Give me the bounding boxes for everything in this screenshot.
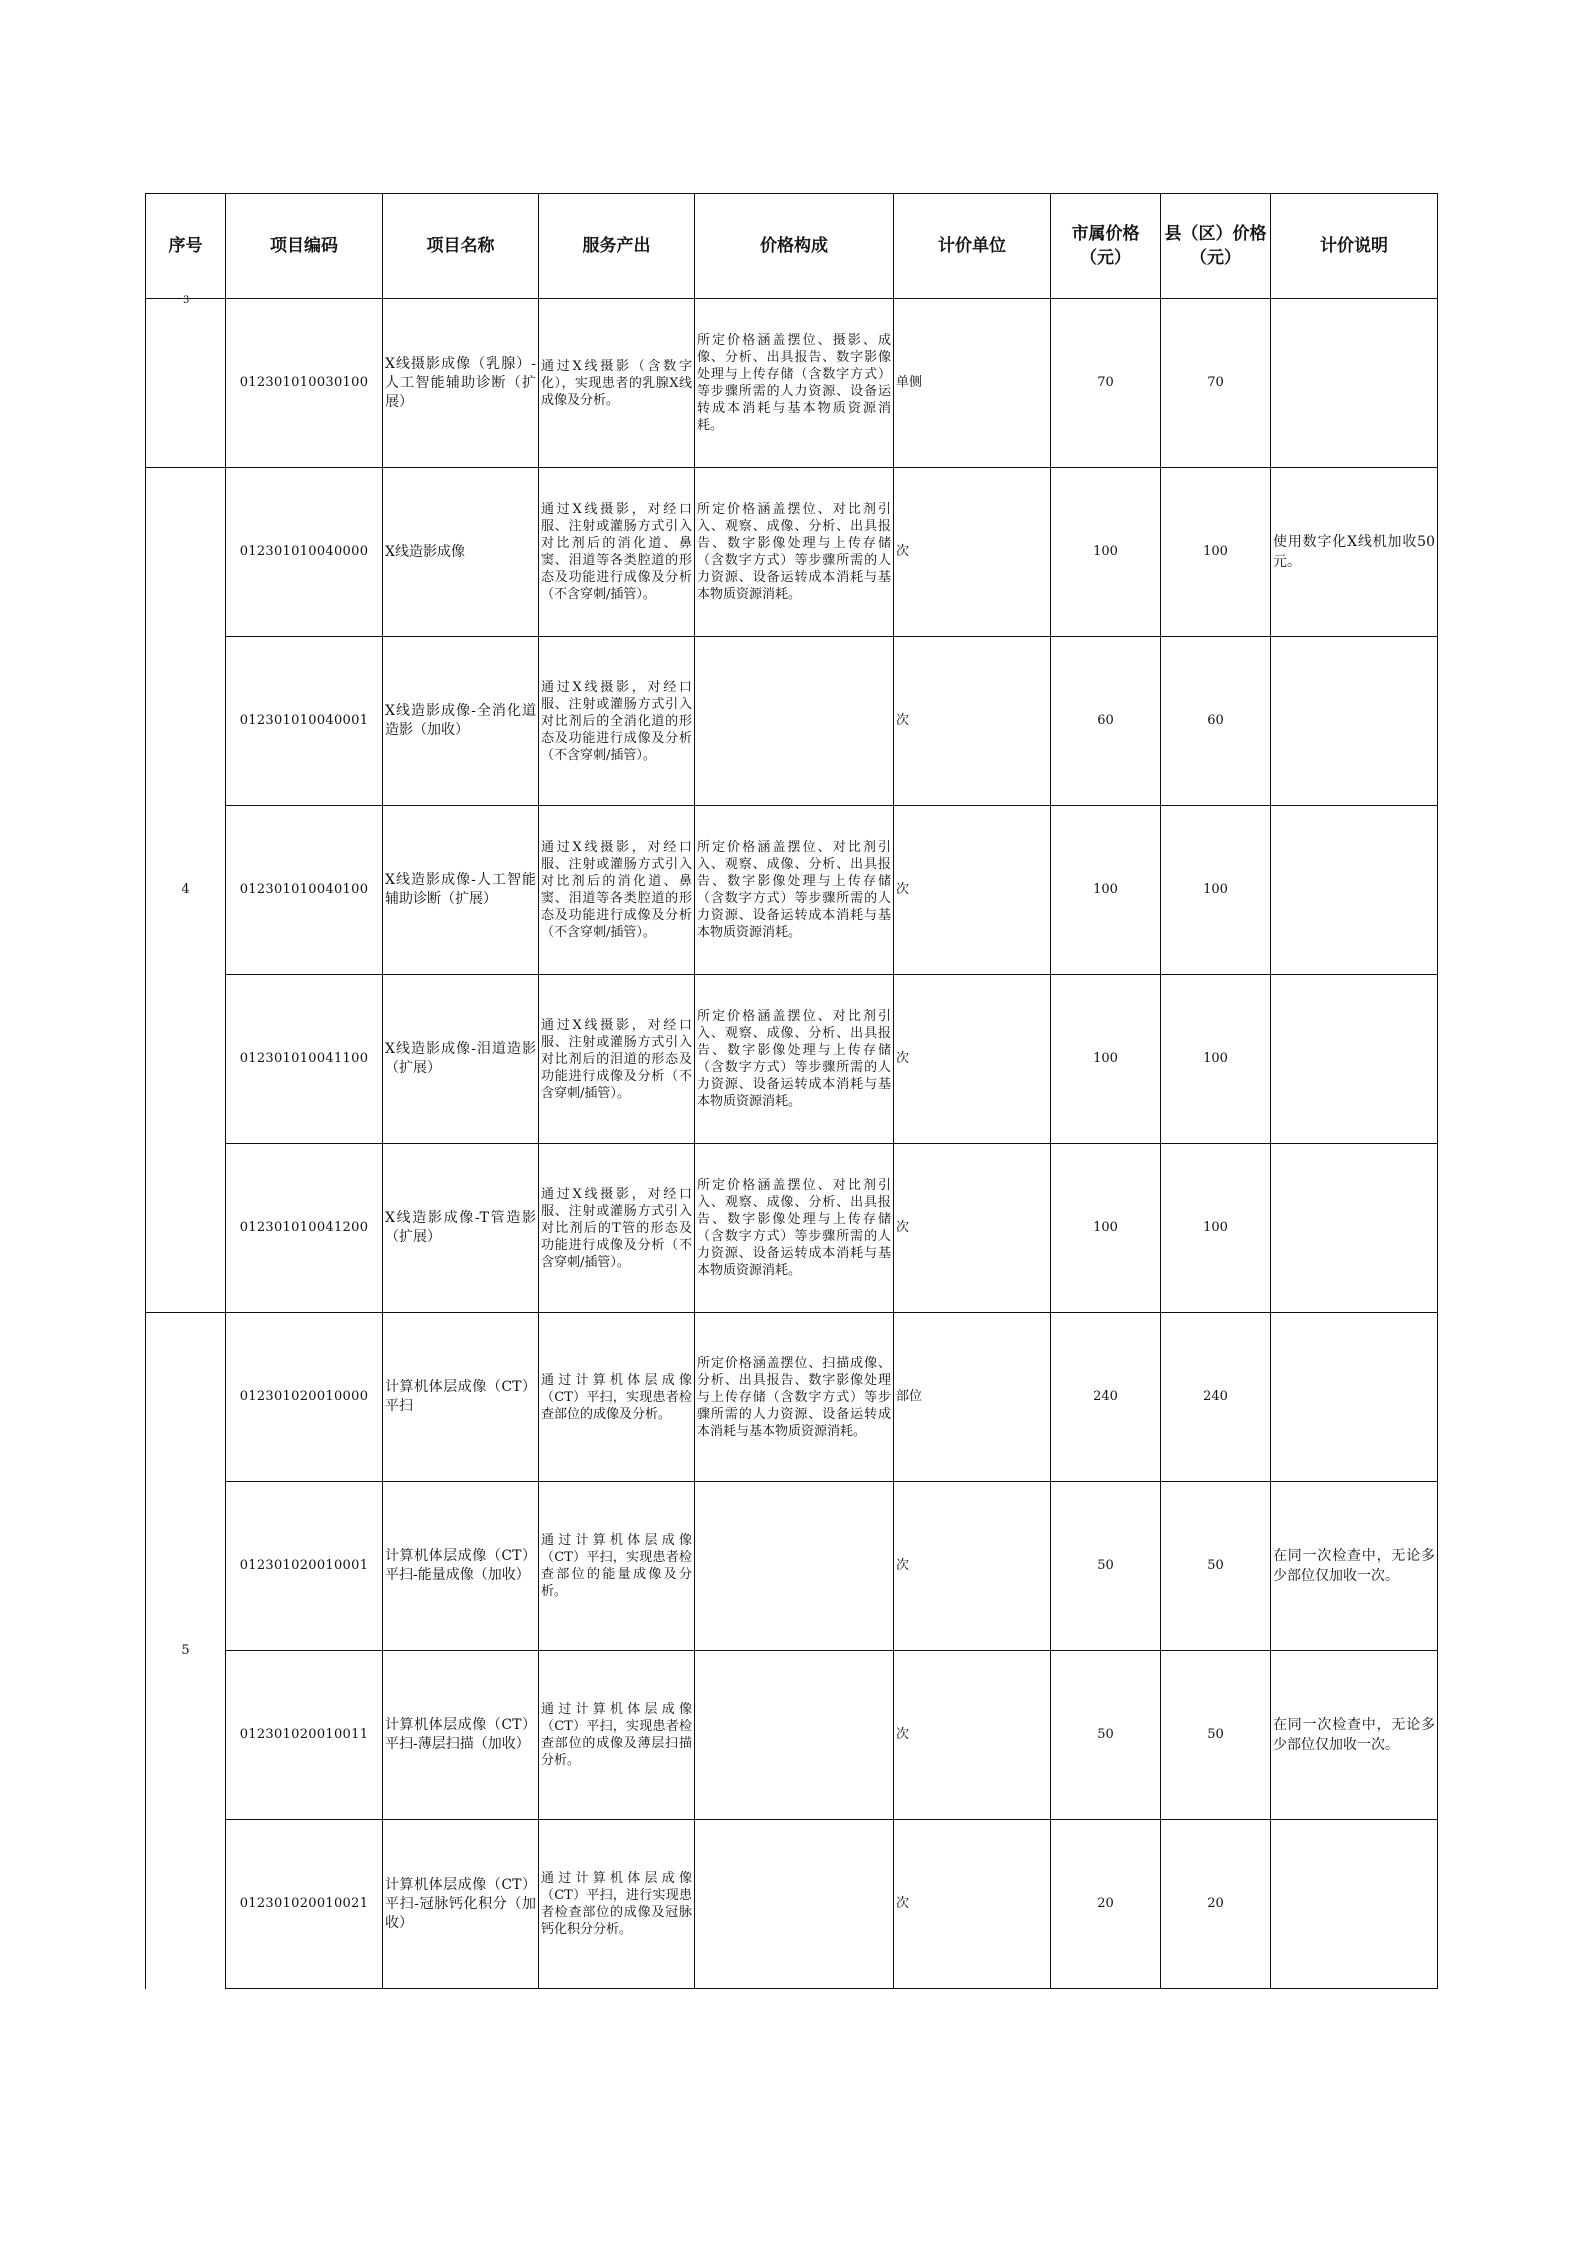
table-row [146, 1482, 1438, 1651]
item-service: 通过计算机体层成像（CT）平扫，进行实现患者检查部位的成像及冠脉钙化积分分析。 [539, 1820, 695, 1989]
item-city-price: 50 [1051, 1651, 1161, 1820]
item-unit: 次 [894, 975, 1051, 1144]
table-row [146, 299, 1438, 468]
item-code: 012301010041100 [226, 975, 383, 1144]
table-row [146, 806, 1438, 975]
item-code: 012301020010000 [226, 1313, 383, 1482]
header-county-price: 县（区）价格（元） [1161, 194, 1271, 299]
item-county-price: 100 [1161, 806, 1271, 975]
item-code: 012301020010001 [226, 1482, 383, 1651]
header-city-price: 市属价格（元） [1051, 194, 1161, 299]
item-name: X线造影成像 [383, 468, 539, 637]
item-composition [695, 1482, 894, 1651]
item-name: X线摄影成像（乳腺）-人工智能辅助诊断（扩展） [383, 299, 539, 468]
item-composition: 所定价格涵盖摆位、对比剂引入、观察、成像、分析、出具报告、数字影像处理与上传存储（含数字方式）等步骤所需的人力资源、设备运转成本消耗与基本物质资源消耗。 [695, 975, 894, 1144]
price-table-page [145, 193, 1438, 1989]
item-note [1271, 806, 1438, 975]
header-service: 服务产出 [539, 194, 695, 299]
header-name: 项目名称 [383, 194, 539, 299]
item-code: 012301020010011 [226, 1651, 383, 1820]
item-city-price: 100 [1051, 975, 1161, 1144]
item-county-price: 50 [1161, 1482, 1271, 1651]
item-service: 通过X线摄影，对经口服、注射或灌肠方式引入对比剂后的泪道的形态及功能进行成像及分析（不含穿刺/插管）。 [539, 975, 695, 1144]
item-note [1271, 1820, 1438, 1989]
item-composition: 所定价格涵盖摆位、对比剂引入、观察、成像、分析、出具报告、数字影像处理与上传存储（含数字方式）等步骤所需的人力资源、设备运转成本消耗与基本物质资源消耗。 [695, 806, 894, 975]
item-name: X线造影成像-泪道造影（扩展） [383, 975, 539, 1144]
item-note: 在同一次检查中，无论多少部位仅加收一次。 [1271, 1651, 1438, 1820]
header-note: 计价说明 [1271, 194, 1438, 299]
header-composition: 价格构成 [695, 194, 894, 299]
item-service: 通过X线摄影，对经口服、注射或灌肠方式引入对比剂后的全消化道的形态及功能进行成像及分析（不含穿刺/插管）。 [539, 637, 695, 806]
header-unit: 计价单位 [894, 194, 1051, 299]
item-composition [695, 1651, 894, 1820]
item-city-price: 100 [1051, 468, 1161, 637]
item-note: 在同一次检查中，无论多少部位仅加收一次。 [1271, 1482, 1438, 1651]
item-unit: 部位 [894, 1313, 1051, 1482]
item-county-price: 100 [1161, 975, 1271, 1144]
price-table [145, 193, 1438, 1989]
item-service: 通过X线摄影，对经口服、注射或灌肠方式引入对比剂后的消化道、鼻窦、泪道等各类腔道的形态及功能进行成像及分析（不含穿刺/插管）。 [539, 806, 695, 975]
header-code: 项目编码 [226, 194, 383, 299]
item-composition: 所定价格涵盖摆位、对比剂引入、观察、成像、分析、出具报告、数字影像处理与上传存储（含数字方式）等步骤所需的人力资源、设备运转成本消耗与基本物质资源消耗。 [695, 1144, 894, 1313]
item-note: 使用数字化X线机加收50元。 [1271, 468, 1438, 637]
item-city-price: 100 [1051, 806, 1161, 975]
table-row [146, 637, 1438, 806]
item-service: 通过计算机体层成像（CT）平扫，实现患者检查部位的成像及分析。 [539, 1313, 695, 1482]
item-city-price: 50 [1051, 1482, 1161, 1651]
item-service: 通过计算机体层成像（CT）平扫，实现患者检查部位的成像及薄层扫描分析。 [539, 1651, 695, 1820]
item-unit: 次 [894, 1144, 1051, 1313]
table-row [146, 1820, 1438, 1989]
item-service: 通过X线摄影，对经口服、注射或灌肠方式引入对比剂后的T管的形态及功能进行成像及分析（不含穿刺/插管）。 [539, 1144, 695, 1313]
item-note [1271, 299, 1438, 468]
item-service: 通过X线摄影，对经口服、注射或灌肠方式引入对比剂后的消化道、鼻窦、泪道等各类腔道的形态及功能进行成像及分析（不含穿刺/插管）。 [539, 468, 695, 637]
item-name: X线造影成像-人工智能辅助诊断（扩展） [383, 806, 539, 975]
table-row [146, 1144, 1438, 1313]
item-composition: 所定价格涵盖摆位、摄影、成像、分析、出具报告、数字影像处理与上传存储（含数字方式）等步骤所需的人力资源、设备运转成本消耗与基本物质资源消耗。 [695, 299, 894, 468]
table-row [146, 1651, 1438, 1820]
item-service: 通过计算机体层成像（CT）平扫，实现患者检查部位的能量成像及分析。 [539, 1482, 695, 1651]
item-unit: 次 [894, 468, 1051, 637]
item-note [1271, 975, 1438, 1144]
item-unit: 次 [894, 1820, 1051, 1989]
item-name: 计算机体层成像（CT）平扫-冠脉钙化积分（加收） [383, 1820, 539, 1989]
item-unit: 次 [894, 1482, 1051, 1651]
table-row [146, 975, 1438, 1144]
table-header-row [146, 194, 1438, 299]
item-name: 计算机体层成像（CT）平扫-薄层扫描（加收） [383, 1651, 539, 1820]
item-county-price: 100 [1161, 1144, 1271, 1313]
item-name: X线造影成像-T管造影（扩展） [383, 1144, 539, 1313]
item-code: 012301010041200 [226, 1144, 383, 1313]
item-county-price: 70 [1161, 299, 1271, 468]
item-composition: 所定价格涵盖摆位、对比剂引入、观察、成像、分析、出具报告、数字影像处理与上传存储（含数字方式）等步骤所需的人力资源、设备运转成本消耗与基本物质资源消耗。 [695, 468, 894, 637]
item-county-price: 100 [1161, 468, 1271, 637]
item-name: X线造影成像-全消化道造影（加收） [383, 637, 539, 806]
item-county-price: 50 [1161, 1651, 1271, 1820]
item-code: 012301020010021 [226, 1820, 383, 1989]
item-code: 012301010040100 [226, 806, 383, 975]
item-unit: 次 [894, 806, 1051, 975]
item-note [1271, 637, 1438, 806]
group-seq: 5 [146, 1313, 226, 1989]
item-city-price: 20 [1051, 1820, 1161, 1989]
item-unit: 单侧 [894, 299, 1051, 468]
item-note [1271, 1144, 1438, 1313]
item-code: 012301010040001 [226, 637, 383, 806]
table-row [146, 1313, 1438, 1482]
group-seq: 4 [146, 468, 226, 1313]
item-name: 计算机体层成像（CT）平扫 [383, 1313, 539, 1482]
item-county-price: 240 [1161, 1313, 1271, 1482]
item-code: 012301010030100 [226, 299, 383, 468]
item-city-price: 70 [1051, 299, 1161, 468]
item-county-price: 20 [1161, 1820, 1271, 1989]
header-seq: 序号 [146, 194, 226, 299]
item-composition [695, 637, 894, 806]
group-seq-cell [146, 295, 226, 468]
item-city-price: 100 [1051, 1144, 1161, 1313]
item-name: 计算机体层成像（CT）平扫-能量成像（加收） [383, 1482, 539, 1651]
item-code: 012301010040000 [226, 468, 383, 637]
item-service: 通过X线摄影（含数字化），实现患者的乳腺X线成像及分析。 [539, 299, 695, 468]
item-composition: 所定价格涵盖摆位、扫描成像、分析、出具报告、数字影像处理与上传存储（含数字方式）等步骤所需的人力资源、设备运转成本消耗与基本物质资源消耗。 [695, 1313, 894, 1482]
item-note [1271, 1313, 1438, 1482]
item-composition [695, 1820, 894, 1989]
item-county-price: 60 [1161, 637, 1271, 806]
group-seq: 3 [183, 295, 190, 306]
table-row [146, 468, 1438, 637]
item-city-price: 240 [1051, 1313, 1161, 1482]
item-unit: 次 [894, 637, 1051, 806]
item-city-price: 60 [1051, 637, 1161, 806]
item-unit: 次 [894, 1651, 1051, 1820]
